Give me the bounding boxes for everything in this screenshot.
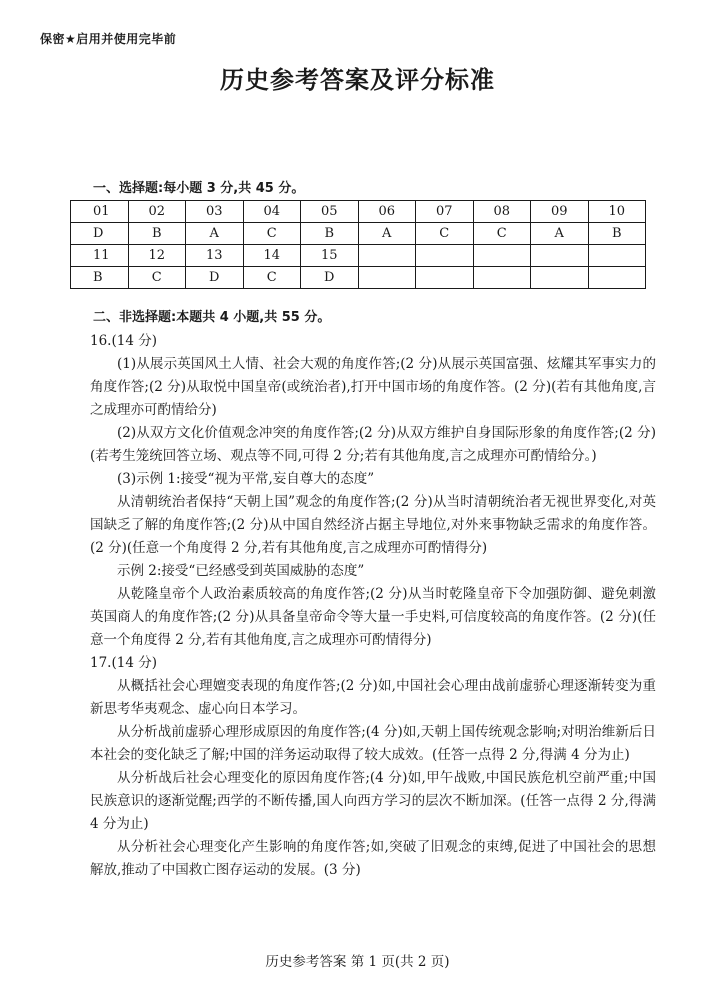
answer-table (70, 200, 646, 289)
paragraph: 从分析社会心理变化产生影响的角度作答;如,突破了旧观念的束缚,促进了中国社会的思想解放,推动了中国救亡图存运动的发展。(3 分) (90, 839, 656, 878)
answer-cell (358, 267, 416, 289)
section1-heading: 一、选择题:每小题 3 分,共 45 分。 (93, 181, 305, 196)
answer-cell (473, 267, 531, 289)
answer-cell: B (128, 223, 186, 245)
table-row (71, 201, 646, 223)
answer-cell: B (588, 223, 646, 245)
question-number-cell: 04 (243, 201, 301, 223)
question-number-cell: 03 (186, 201, 244, 223)
confidentiality-notice: 保密★启用并使用完毕前 (40, 32, 177, 46)
question-number-cell: 05 (301, 201, 359, 223)
question-number-cell (358, 245, 416, 267)
question-number-cell (588, 245, 646, 267)
question-number-cell: 11 (71, 245, 129, 267)
table-row (71, 245, 646, 267)
answer-cell: C (416, 223, 474, 245)
answer-cell: C (473, 223, 531, 245)
answer-cell (416, 267, 474, 289)
question-number-cell: 13 (186, 245, 244, 267)
answer-cell: A (186, 223, 244, 245)
answer-cell: C (243, 267, 301, 289)
question-number-cell (473, 245, 531, 267)
paragraph: (1)从展示英国风土人情、社会大观的角度作答;(2 分)从展示英国富强、炫耀其军事实力的角度作答;(2 分)从取悦中国皇帝(或统治者),打开中国市场的角度作答。(2 分)(若有其他角度,言之成理亦可酌情给分) (90, 356, 656, 418)
paragraph: 从分析战后社会心理变化的原因角度作答;(4 分)如,甲午战败,中国民族危机空前严重;中国民族意识的逐渐觉醒;西学的不断传播,国人向西方学习的层次不断加深。(任答一点得 2 分,得满 4 分为止) (90, 770, 656, 832)
page-title: 历史参考答案及评分标准 (220, 66, 495, 94)
table-row (71, 223, 646, 245)
question-number-cell (531, 245, 589, 267)
paragraph: (3)示例 1:接受“视为平常,妄自尊大的态度” (117, 471, 375, 487)
answer-cell: B (301, 223, 359, 245)
paragraph: 从概括社会心理嬗变表现的角度作答;(2 分)如,中国社会心理由战前虚骄心理逐渐转变为重新思考华夷观念、虚心向日本学习。 (90, 678, 656, 717)
question-number-cell: 08 (473, 201, 531, 223)
question-number-cell: 09 (531, 201, 589, 223)
answer-cell: D (71, 223, 129, 245)
answer-cell: D (301, 267, 359, 289)
answer-cell: B (71, 267, 129, 289)
question-number-cell: 02 (128, 201, 186, 223)
answer-body-text (90, 330, 656, 882)
paragraph: 从乾隆皇帝个人政治素质较高的角度作答;(2 分)从当时乾隆皇帝下令加强防御、避免刺激英国商人的角度作答;(2 分)从具备皇帝命令等大量一手史料,可信度较高的角度作答。(2 分)(任意一个角度得 2 分,若有其他角度,言之成理亦可酌情得分) (90, 586, 656, 648)
section2-heading: 二、非选择题:本题共 4 小题,共 55 分。 (93, 310, 331, 325)
table-row (71, 267, 646, 289)
answer-cell: C (243, 223, 301, 245)
question-number-cell: 10 (588, 201, 646, 223)
answer-cell: A (531, 223, 589, 245)
answer-cell: A (358, 223, 416, 245)
question-number-cell: 07 (416, 201, 474, 223)
question-number-cell: 14 (243, 245, 301, 267)
question-number-cell: 01 (71, 201, 129, 223)
paragraph: (2)从双方文化价值观念冲突的角度作答;(2 分)从双方维护自身国际形象的角度作答;(2 分)(若考生笼统回答立场、观点等不同,可得 2 分;若有其他角度,言之成理亦可酌情给分。) (90, 425, 656, 464)
question-17-heading: 17.(14 分) (90, 655, 157, 671)
question-16-heading: 16.(14 分) (90, 333, 157, 349)
question-number-cell: 12 (128, 245, 186, 267)
paragraph: 示例 2:接受“已经感受到英国威胁的态度” (117, 563, 365, 579)
paragraph: 从分析战前虚骄心理形成原因的角度作答;(4 分)如,天朝上国传统观念影响;对明治维新后日本社会的变化缺乏了解;中国的洋务运动取得了较大成效。(任答一点得 2 分,得满 4 分为止) (90, 724, 656, 763)
question-number-cell: 15 (301, 245, 359, 267)
question-number-cell (416, 245, 474, 267)
paragraph: 从清朝统治者保持“天朝上国”观念的角度作答;(2 分)从当时清朝统治者无视世界变化,对英国缺乏了解的角度作答;(2 分)从中国自然经济占据主导地位,对外来事物缺乏需求的角度作答。(2 分)(任意一个角度得 2 分,若有其他角度,言之成理亦可酌情得分) (90, 494, 656, 556)
answer-cell (588, 267, 646, 289)
answer-cell (531, 267, 589, 289)
question-number-cell: 06 (358, 201, 416, 223)
answer-cell: D (186, 267, 244, 289)
answer-cell: C (128, 267, 186, 289)
page-footer: 历史参考答案 第 1 页(共 2 页) (265, 954, 450, 970)
